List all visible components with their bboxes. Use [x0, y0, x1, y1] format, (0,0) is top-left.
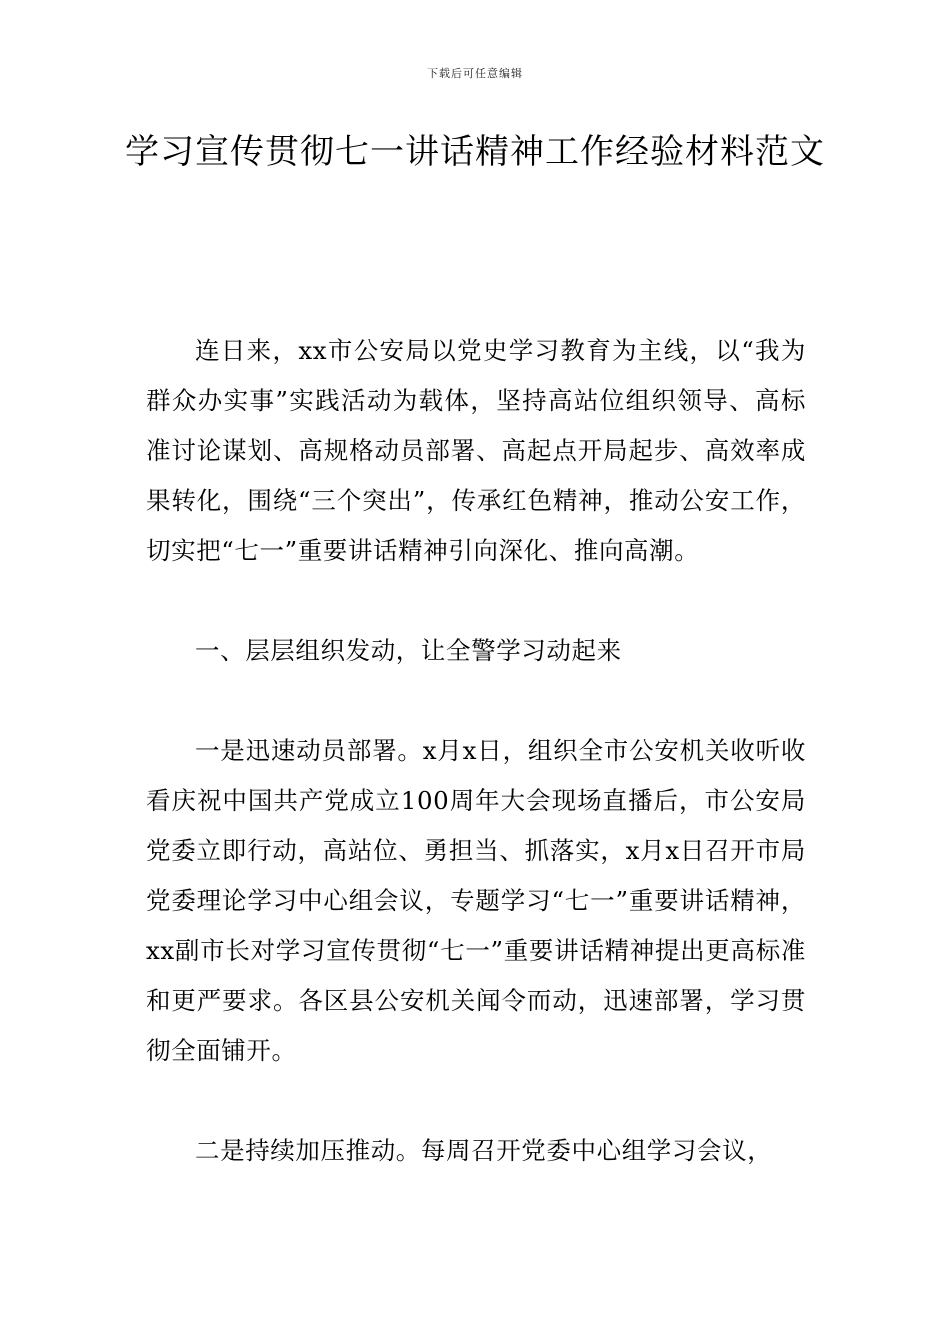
intro-paragraph: 连日来，xx市公安局以党史学习教育为主线，以“我为群众办实事”实践活动为载体，坚持高站位组织领导、高标准讨论谋划、高规格动员部署、高起点开局起步、高效率成果转化，围绕“三个突出”，传承红色精神，推动公安工作，切实把“七一”重要讲话精神引向深化、推向高潮。: [146, 336, 806, 565]
document-title: 学习宣传贯彻七一讲话精神工作经验材料范文: [125, 132, 825, 172]
paragraph-spacer: [146, 676, 806, 726]
document-body: [146, 326, 806, 1176]
paragraph-spacer: [146, 576, 806, 626]
section-heading: 一、层层组织发动，让全警学习动起来: [195, 636, 622, 665]
header-note: 下载后可任意编辑: [427, 67, 523, 80]
paragraph-spacer: [146, 1076, 806, 1126]
body-paragraph: 二是持续加压推动。每周召开党委中心组学习会议，: [195, 1136, 773, 1165]
body-paragraph: 一是迅速动员部署。x月x日，组织全市公安机关收听收看庆祝中国共产党成立100周年大会现场直播后，市公安局党委立即行动，高站位、勇担当、抓落实，x月x日召开市局党委理论学习中心组会议，专题学习“七一”重要讲话精神，xx副市长对学习宣传贯彻“七一”重要讲话精神提出更高标准和更严要求。各区县公安机关闻令而动，迅速部署，学习贯彻全面铺开。: [146, 736, 806, 1065]
